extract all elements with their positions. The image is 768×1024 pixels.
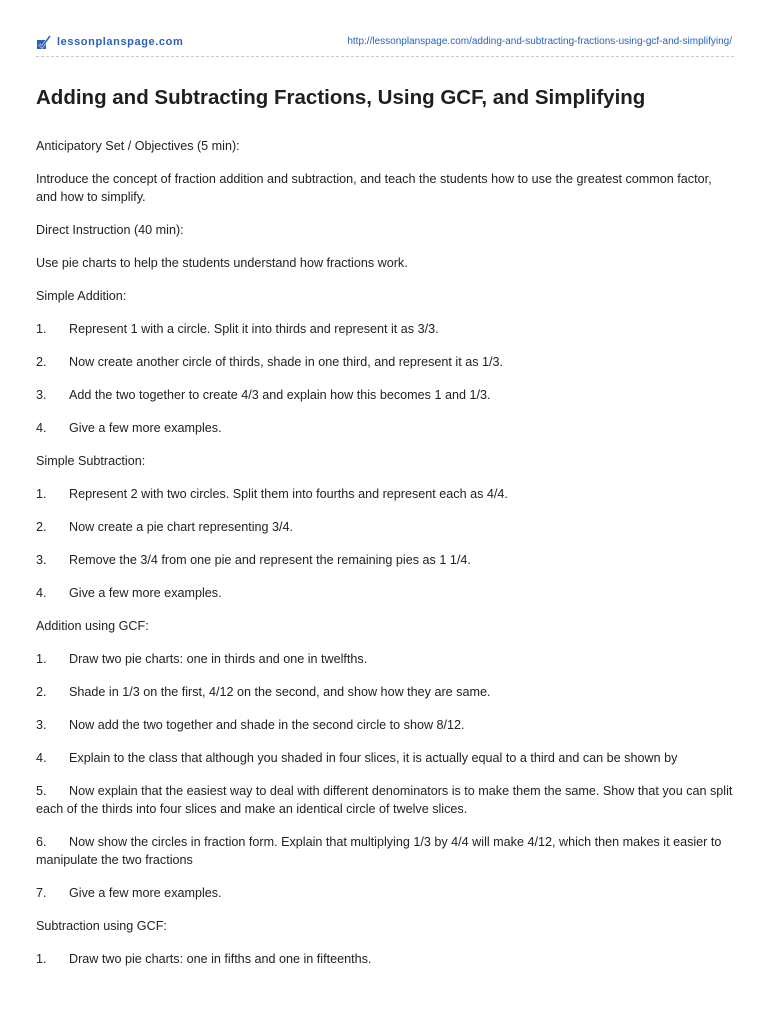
list-item: [36, 320, 736, 338]
paragraph: [36, 452, 736, 470]
paragraph-text: Subtraction using GCF:: [36, 919, 167, 933]
list-item-text: Give a few more examples.: [69, 586, 222, 600]
list-item-number: 3.: [36, 718, 47, 732]
list-item-text: Draw two pie charts: one in fifths and one in fifteenths.: [69, 952, 372, 966]
list-item-text: Shade in 1/3 on the first, 4/12 on the second, and show how they are same.: [69, 685, 491, 699]
paragraph: [36, 221, 736, 239]
list-item-number: 3.: [36, 388, 47, 402]
list-item: [36, 518, 736, 536]
list-item: [36, 650, 736, 668]
list-item-number: 1.: [36, 322, 47, 336]
list-item-number: 2.: [36, 355, 47, 369]
list-item: [36, 749, 736, 767]
paragraph: [36, 287, 736, 305]
list-item: [36, 353, 736, 371]
list-item: [36, 551, 736, 569]
paragraph: [36, 917, 736, 935]
paragraph: [36, 170, 736, 206]
paragraph: [36, 254, 736, 272]
paragraph-text: Use pie charts to help the students understand how fractions work.: [36, 256, 408, 270]
list-item-number: 5.: [36, 784, 47, 798]
lesson-body: [36, 137, 736, 983]
list-item-text: Give a few more examples.: [69, 886, 222, 900]
list-item-number: 2.: [36, 520, 47, 534]
list-item-number: 1.: [36, 952, 47, 966]
list-item-text: Now add the two together and shade in the second circle to show 8/12.: [69, 718, 465, 732]
list-item-text: Draw two pie charts: one in thirds and one in twelfths.: [69, 652, 368, 666]
paragraph: [36, 137, 736, 155]
paragraph-text: Simple Subtraction:: [36, 454, 146, 468]
list-item-text: Remove the 3/4 from one pie and represent the remaining pies as 1 1/4.: [69, 553, 471, 567]
brand[interactable]: [36, 34, 183, 50]
list-item-text: Explain to the class that although you shaded in four slices, it is actually equal to a third and can be shown by: [69, 751, 678, 765]
list-item-number: 4.: [36, 751, 47, 765]
list-item: [36, 782, 736, 818]
paragraph-text: Simple Addition:: [36, 289, 127, 303]
list-item-number: 2.: [36, 685, 47, 699]
list-item-text: Add the two together to create 4/3 and explain how this becomes 1 and 1/3.: [69, 388, 491, 402]
list-item-text: Now create a pie chart representing 3/4.: [69, 520, 294, 534]
list-item-number: 3.: [36, 553, 47, 567]
paragraph-text: Addition using GCF:: [36, 619, 149, 633]
source-url-link[interactable]: http://lessonplanspage.com/adding-and-subtracting-fractions-using-gcf-and-simplifying/: [347, 36, 732, 47]
list-item-text: Now explain that the easiest way to deal with different denominators is to make them the same. Show that you can split each of the thirds into four slices and make an identical circle of twelve slices.: [36, 784, 733, 816]
list-item-text: Give a few more examples.: [69, 421, 222, 435]
paragraph-text: Direct Instruction (40 min):: [36, 223, 184, 237]
list-item-number: 1.: [36, 652, 47, 666]
page-title: Adding and Subtracting Fractions, Using GCF, and Simplifying: [36, 86, 646, 109]
list-item: [36, 584, 736, 602]
list-item: [36, 716, 736, 734]
brand-name[interactable]: lessonplanspage.com: [57, 36, 184, 48]
paragraph-text: Introduce the concept of fraction addition and subtraction, and teach the students how to use the greatest common factor, and how to simplify.: [36, 172, 712, 204]
list-item-number: 4.: [36, 421, 47, 435]
list-item: [36, 950, 736, 968]
paragraph-text: Anticipatory Set / Objectives (5 min):: [36, 139, 240, 153]
list-item-number: 6.: [36, 835, 47, 849]
list-item-text: Represent 2 with two circles. Split them into fourths and represent each as 4/4.: [69, 487, 508, 501]
pencil-check-icon: [36, 34, 52, 50]
list-item: [36, 485, 736, 503]
list-item-text: Now show the circles in fraction form. Explain that multiplying 1/3 by 4/4 will make 4/12, which then makes it easier to manipulate the two fractions: [36, 835, 722, 867]
list-item-number: 7.: [36, 886, 47, 900]
list-item: [36, 386, 736, 404]
list-item: [36, 683, 736, 701]
list-item-number: 4.: [36, 586, 47, 600]
list-item: [36, 419, 736, 437]
page-header: [36, 34, 734, 57]
paragraph: [36, 617, 736, 635]
list-item: [36, 833, 736, 869]
list-item: [36, 884, 736, 902]
list-item-text: Now create another circle of thirds, shade in one third, and represent it as 1/3.: [69, 355, 504, 369]
list-item-text: Represent 1 with a circle. Split it into thirds and represent it as 3/3.: [69, 322, 439, 336]
list-item-number: 1.: [36, 487, 47, 501]
